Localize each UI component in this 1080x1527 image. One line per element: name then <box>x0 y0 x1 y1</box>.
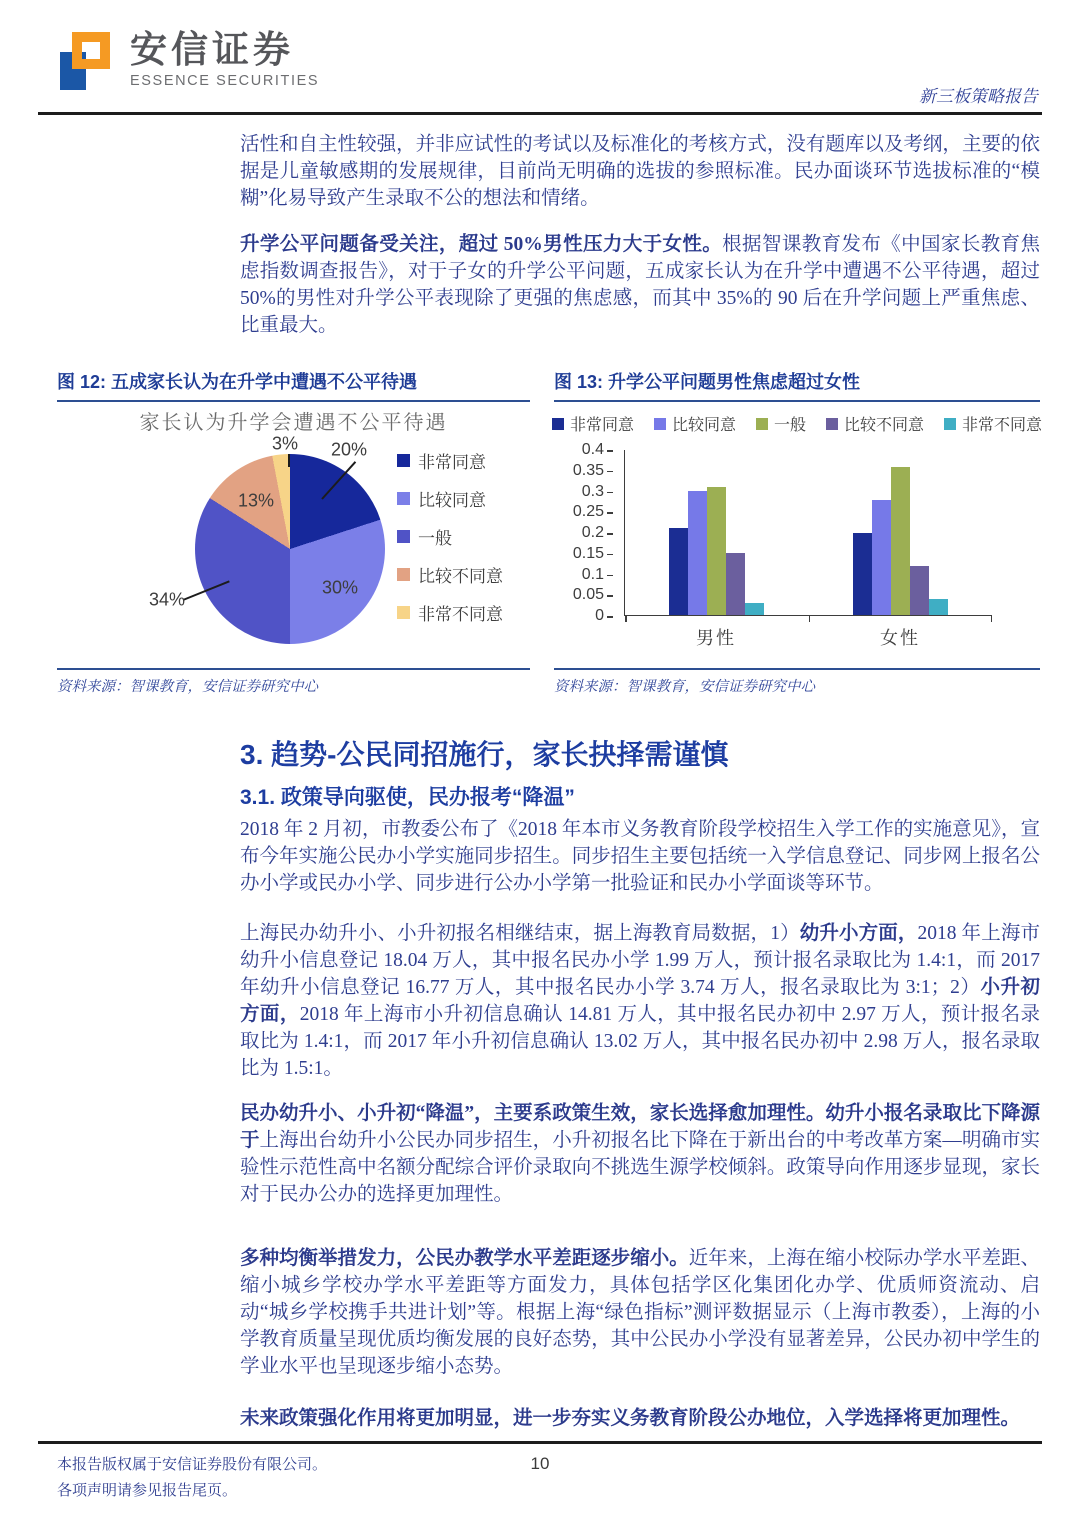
bar-比较不同意 <box>726 553 745 615</box>
pie-label-34: 34% <box>148 589 186 610</box>
figure-12-caption-label: 图 12: <box>57 372 112 392</box>
bar-比较同意 <box>688 491 707 615</box>
pie-label-30: 30% <box>321 577 359 598</box>
y-axis-tick-label: 0.35 <box>572 461 604 479</box>
bar-非常不同意 <box>745 603 764 615</box>
x-axis-tick <box>625 615 627 622</box>
legend-swatch-icon <box>397 606 410 619</box>
legend-item <box>397 448 503 473</box>
paragraph-4-bold2: 小升初方面， <box>240 977 1040 1025</box>
bar-一般 <box>891 467 910 616</box>
x-axis-category-label: 女性 <box>880 628 920 648</box>
paragraph-4-seg2: 2018 年上海市幼升小信息登记 18.04 万人，其中报名民办小学 1.99 万人，预计报名录取比为 1.4:1，而 2017 年幼升小信息登记 16.77 万人，其中报名民办小学 3.74 万人，报名录取比为 3:1；2） <box>240 923 1040 998</box>
legend-label: 比较不同意 <box>418 567 503 586</box>
section-heading: 3. 趋势-公民同招施行，家长抉择需谨慎 <box>240 739 729 770</box>
legend-item <box>552 412 634 435</box>
page-number: 10 <box>530 1454 550 1473</box>
x-axis-tick <box>809 615 811 622</box>
legend-label: 比较同意 <box>418 491 486 510</box>
bar-chart-area <box>554 402 1043 668</box>
paragraph-5-text: 上海出台幼升小公民办同步招生，小升初报名比下降在于新出台的中考改革方案—明确市实验性示范性高中名额分配综合评价录取向不挑选生源学校倾斜。政策导向作用逐步显现，家长对于民办公办的选择更加理性。 <box>240 1130 1040 1205</box>
legend-item <box>826 412 924 435</box>
legend-item <box>397 600 503 625</box>
pie-label-13: 13% <box>237 490 275 511</box>
header-rule <box>38 112 1042 115</box>
bar-group-女性 <box>853 450 948 615</box>
figure-12-source: 资料来源：智课教育，安信证券研究中心 <box>57 668 530 696</box>
x-axis-category-label: 男性 <box>696 628 736 648</box>
footer-rule <box>38 1441 1042 1444</box>
figure-13-caption-label: 图 13: <box>554 372 609 392</box>
paragraph-2-text: 根据智课教育发布《中国家长教育焦虑指数调查报告》，对于子女的升学公平问题，五成家长认为在升学中遭遇不公平待遇，超过 50%的男性对升学公平表现除了更强的焦虑感，而其中 35%的 90 后在升学问题上严重焦虑、比重最大。 <box>240 234 1040 336</box>
report-type-label: 新三板策略报告 <box>919 87 1038 106</box>
bar-非常不同意 <box>929 599 948 616</box>
company-logo <box>58 30 319 92</box>
y-axis-tick-label: 0.2 <box>581 524 604 541</box>
paragraph-1 <box>240 131 1040 212</box>
figure-13 <box>554 368 1043 696</box>
footer-line-2: 各项声明请参见报告尾页。 <box>57 1483 238 1499</box>
y-axis-tick-label: 0.1 <box>581 565 604 583</box>
legend-item <box>944 412 1042 435</box>
paragraph-6-lead: 多种均衡举措发力，公民办教学水平差距逐步缩小。 <box>240 1248 689 1269</box>
figure-12 <box>57 368 530 696</box>
subsection-heading: 3.1. 政策导向驱使，民办报考“降温” <box>240 786 575 809</box>
y-axis-tick-label: 0 <box>595 607 604 624</box>
paragraph-3-text: 2018 年 2 月初，市教委公布了《2018 年本市义务教育阶段学校招生入学工作的实施意见》，宣布今年实施公民办小学实施同步招生。同步招生主要包括统一入学信息登记、同步网上报名公办小学或民办小学、同步进行公办小学第一批验证和民办小学面谈等环节。 <box>240 819 1040 894</box>
figure-13-source: 资料来源：智课教育，安信证券研究中心 <box>554 668 1040 696</box>
logo-cn-text: 安信证券 <box>130 29 294 70</box>
legend-swatch-icon <box>397 454 410 467</box>
legend-swatch-icon <box>397 568 410 581</box>
paragraph-1-text: 活性和自主性较强，并非应试性的考试以及标准化的考核方式，没有题库以及考纲，主要的依据是儿童敏感期的发展规律，目前尚无明确的选拔的参照标准。民办面谈环节选拔标准的“模糊”化易导致产生录取不公的想法和情绪。 <box>240 134 1040 209</box>
legend-label: 一般 <box>418 529 452 548</box>
pie-legend <box>397 448 503 625</box>
bar-比较不同意 <box>910 566 929 616</box>
y-axis-tick-label: 0.4 <box>581 441 604 458</box>
paragraph-2 <box>240 231 1040 339</box>
bar-xlabels <box>624 624 992 650</box>
legend-swatch-icon <box>552 418 564 430</box>
paragraph-3 <box>240 816 1040 897</box>
paragraph-4-seg3: 2018 年上海市小升初信息确认 14.81 万人，其中报名民办初中 2.97 万人，预计报名录取比为 1.4:1，而 2017 年小升初信息确认 13.02 万人，其中报名民办初中 2.98 万人，报名录取比为 1.5:1。 <box>240 1004 1040 1079</box>
y-axis-tick-label: 0.3 <box>581 482 604 500</box>
pie-chart-area <box>57 402 530 668</box>
figure-12-caption <box>57 368 530 402</box>
legend-label: 比较同意 <box>671 417 736 434</box>
paragraph-4 <box>240 920 1040 1082</box>
logo-en-text: ESSENCE SECURITIES <box>130 72 320 89</box>
x-axis-tick <box>991 615 993 622</box>
bar-group-男性 <box>669 450 764 615</box>
legend-label: 一般 <box>774 417 807 434</box>
figure-13-caption-title: 升学公平问题男性焦虑超过女性 <box>608 372 861 392</box>
legend-item <box>397 486 503 511</box>
legend-item <box>756 412 806 435</box>
paragraph-4-bold1: 幼升小方面， <box>799 923 918 944</box>
legend-swatch-icon <box>826 418 838 430</box>
legend-label: 非常同意 <box>569 417 634 434</box>
paragraph-4-seg1: 上海民办幼升小、小升初报名相继结束，据上海教育局数据，1） <box>240 923 800 944</box>
legend-item <box>397 524 503 549</box>
bar-一般 <box>707 487 726 615</box>
bar-非常同意 <box>669 528 688 615</box>
pie-label-20: 20% <box>330 439 368 460</box>
pie-label-3: 3% <box>271 433 299 454</box>
pie <box>195 454 385 644</box>
paragraph-6 <box>240 1245 1040 1380</box>
paragraph-7 <box>240 1405 1040 1432</box>
legend-swatch-icon <box>944 418 956 430</box>
essence-logo-icon <box>58 30 118 92</box>
paragraph-7-text: 未来政策强化作用将更加明显，进一步夯实义务教育阶段公办地位，入学选择将更加理性。 <box>240 1408 1021 1429</box>
y-axis-tick-label: 0.05 <box>572 586 604 604</box>
y-axis-tick-label: 0.15 <box>572 544 604 562</box>
legend-swatch-icon <box>397 530 410 543</box>
paragraph-2-lead: 升学公平问题备受关注，超过 50%男性压力大于女性。 <box>240 234 723 255</box>
y-axis-tick-label: 0.25 <box>572 503 604 521</box>
legend-item <box>397 562 503 587</box>
paragraph-5-lead: 民办幼升小、小升初“降温”，主要系政策生效，家长选择愈加理性。幼升小报名录取比下降源于 <box>240 1103 1040 1151</box>
paragraph-6-text: 近年来，上海在缩小校际办学水平差距、缩小城乡学校办学水平差距等方面发力，具体包括学区化集团化办学、优质师资流动、启动“城乡学校携手共进计划”等。根据上海“绿色指标”测评数据显示（上海市教委），上海的小学教育质量呈现优质均衡发展的良好态势，其中公民办小学没有显著差异，公民办初中学生的学业水平也呈现逐步缩小态势。 <box>240 1248 1040 1377</box>
pie-chart-title: 家长认为升学会遭遇不公平待遇 <box>139 412 448 434</box>
pie-leader-line <box>288 454 290 467</box>
legend-label: 非常不同意 <box>962 417 1043 434</box>
legend-item <box>654 412 736 435</box>
bar-plot <box>624 450 992 616</box>
figure-13-caption <box>554 368 1040 402</box>
figure-12-caption-title: 五成家长认为在升学中遭遇不公平待遇 <box>111 372 418 392</box>
paragraph-5 <box>240 1100 1040 1208</box>
legend-label: 比较不同意 <box>844 417 925 434</box>
legend-swatch-icon <box>397 492 410 505</box>
bar-比较同意 <box>872 500 891 616</box>
legend-swatch-icon <box>654 418 666 430</box>
bar-legend <box>554 412 1043 435</box>
legend-label: 非常不同意 <box>418 605 503 624</box>
legend-label: 非常同意 <box>418 453 486 472</box>
legend-swatch-icon <box>756 418 768 430</box>
bar-yticks <box>554 441 614 624</box>
bar-非常同意 <box>853 533 872 616</box>
footer-line-1: 本报告版权属于安信证券股份有限公司。 <box>57 1457 328 1473</box>
